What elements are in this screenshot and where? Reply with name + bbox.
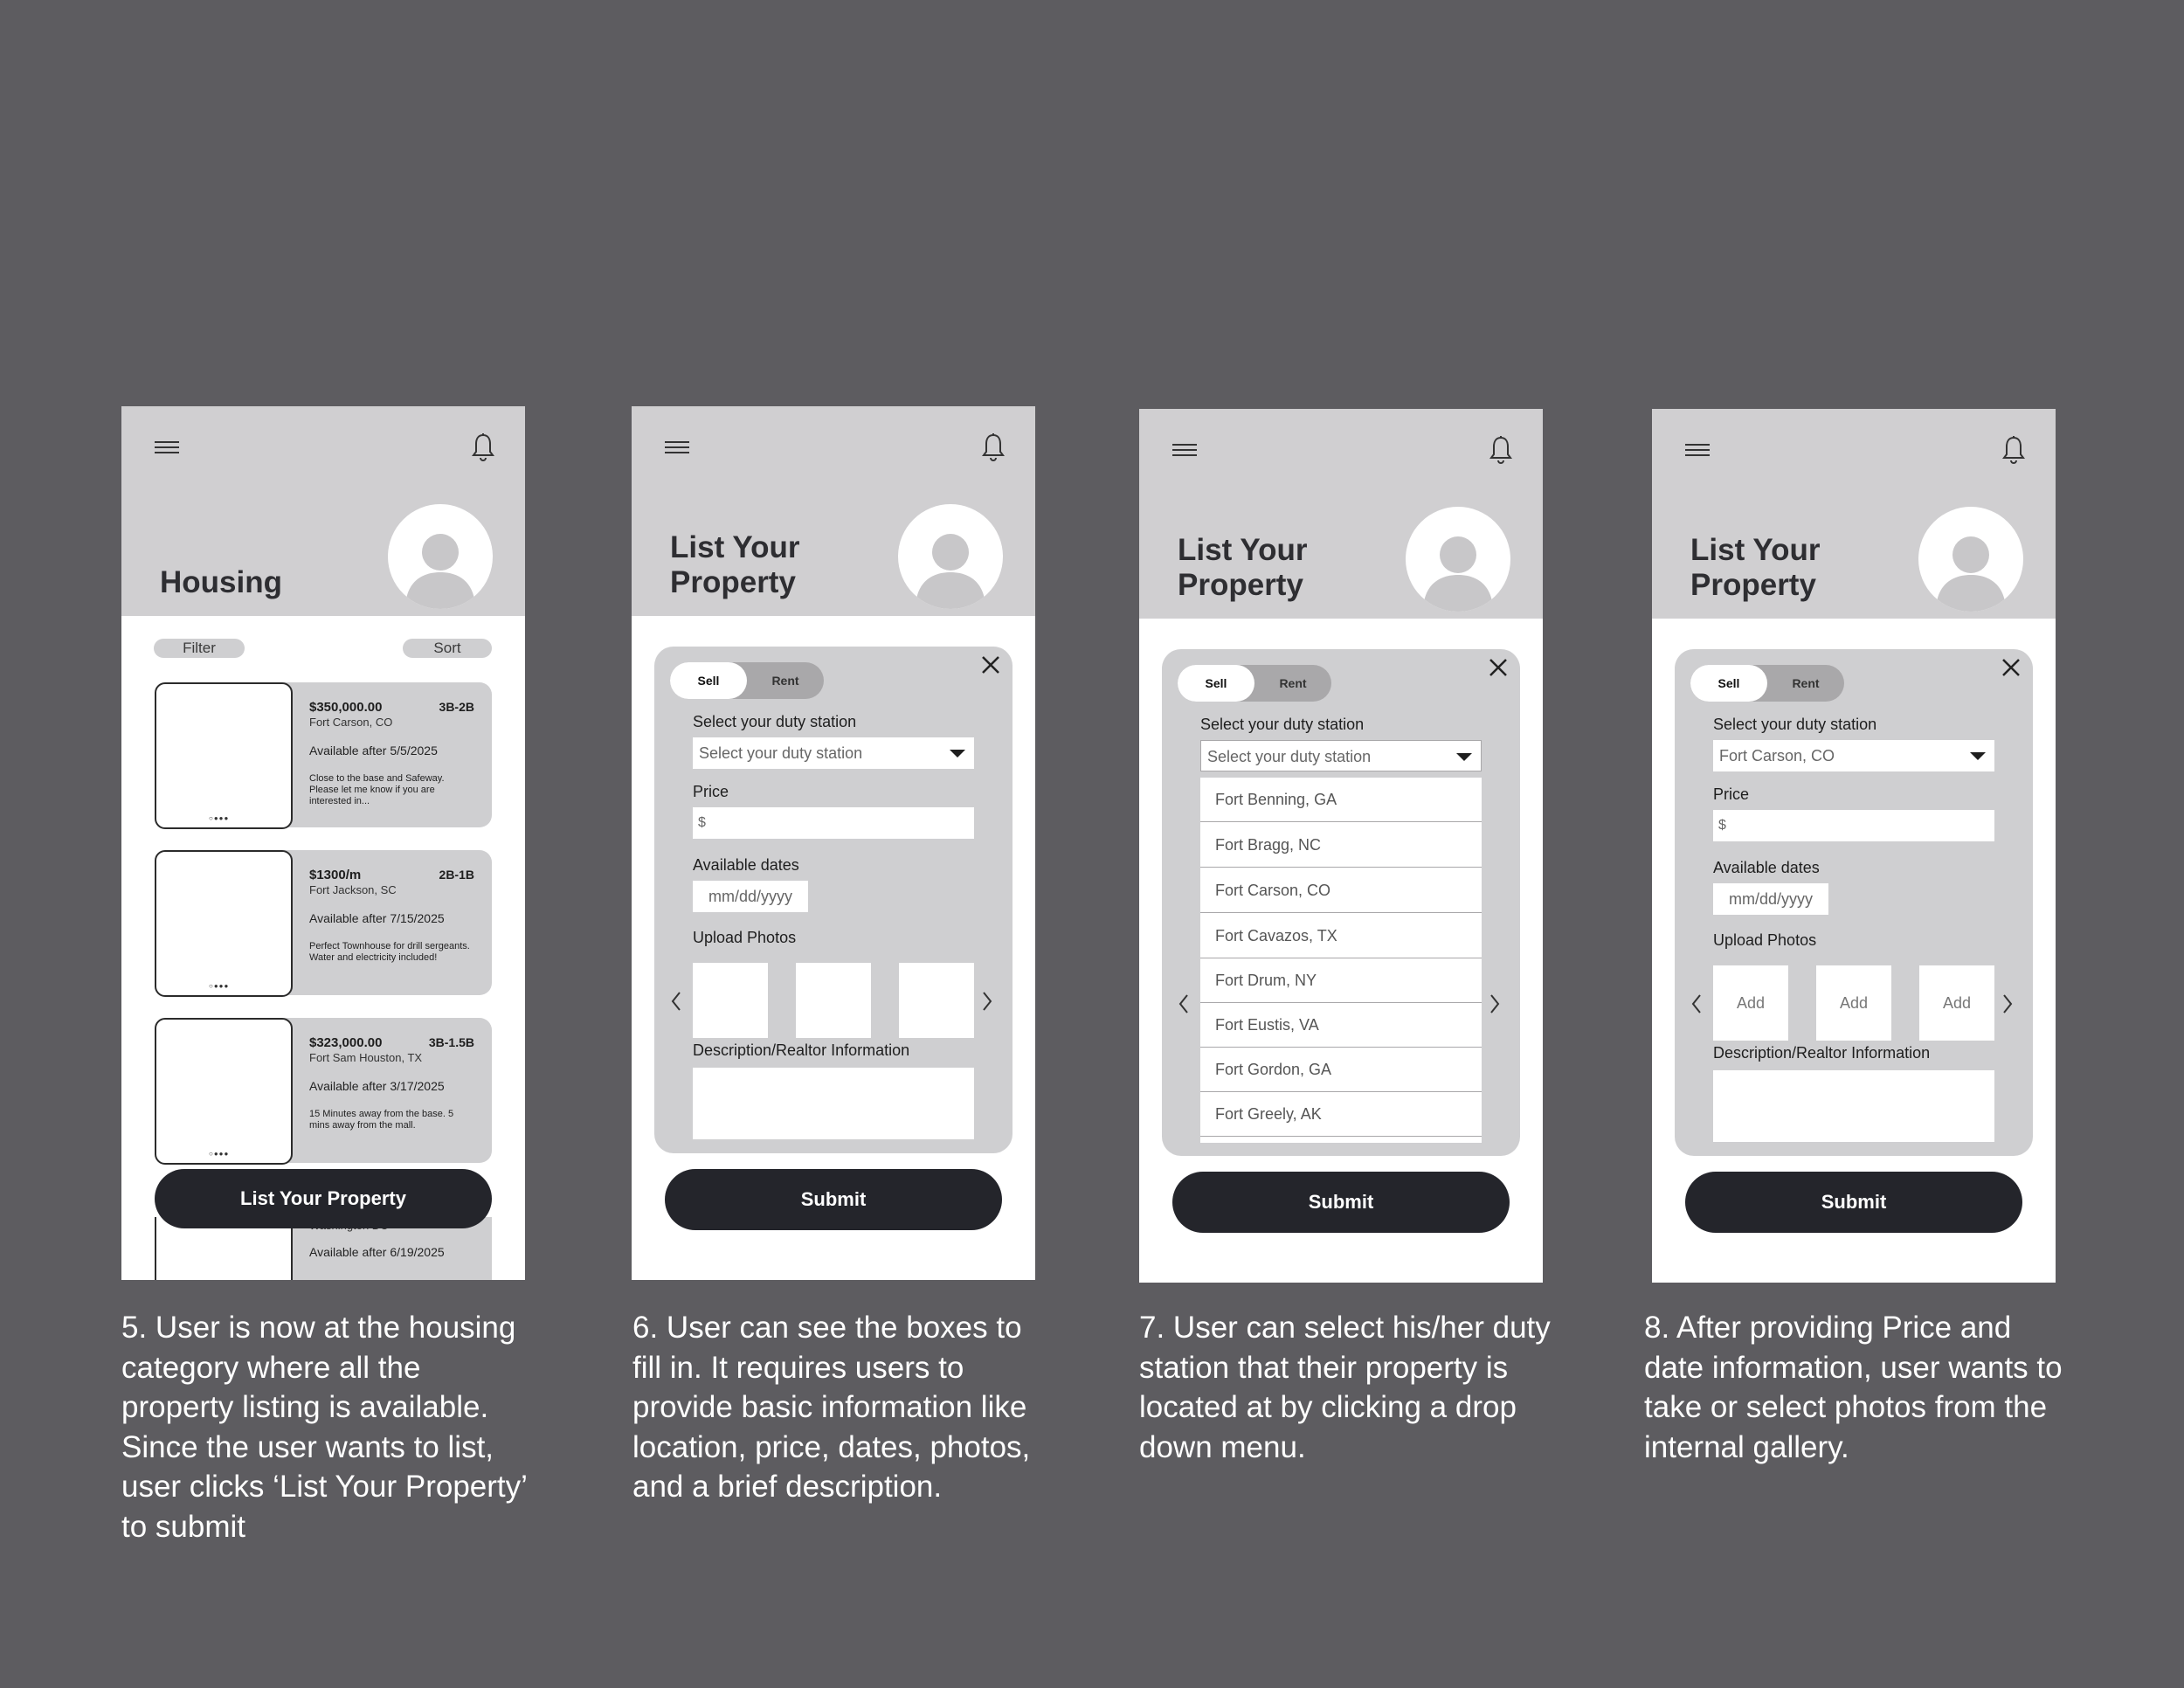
date-input[interactable]: mm/dd/yyyy (1713, 883, 1828, 915)
listing-availability: Available after 3/17/2025 (309, 1079, 445, 1093)
duty-station-select[interactable] (1200, 740, 1482, 771)
listing-location: Fort Sam Houston, TX (309, 1051, 423, 1064)
close-icon[interactable] (2000, 656, 2022, 679)
menu-icon[interactable] (1172, 442, 1197, 460)
dropdown-option[interactable]: Fort Drum, NY (1200, 958, 1482, 1003)
listing-availability: Available after 6/19/2025 (309, 1245, 445, 1259)
photo-slot[interactable] (693, 963, 768, 1038)
chevron-left-icon[interactable] (1178, 993, 1190, 1014)
chevron-down-icon (1456, 753, 1472, 761)
step-caption: 5. User is now at the housing category where all the property listing is available. Since the user wants to list, user clicks ‘List Your Property’ to submit (121, 1311, 527, 1544)
listing-card[interactable] (155, 1018, 492, 1163)
close-icon[interactable] (1487, 656, 1510, 679)
date-input[interactable]: mm/dd/yyyy (693, 881, 808, 912)
page-title: List Your Property (1690, 533, 1821, 602)
duty-station-dropdown (1200, 778, 1482, 1143)
rent-tab[interactable]: Rent (1279, 676, 1307, 690)
header (1139, 409, 1543, 619)
bell-icon[interactable] (2001, 435, 2026, 467)
rent-tab[interactable]: Rent (771, 674, 799, 688)
listing-photo[interactable] (155, 850, 293, 997)
duty-station-dropdown-screen (1139, 409, 1543, 1283)
listing-description: Perfect Townhouse for drill sergeants. Water and electricity included! (309, 941, 470, 963)
close-icon[interactable] (979, 654, 1002, 676)
chevron-right-icon[interactable] (981, 991, 993, 1012)
header (1652, 409, 2056, 619)
listing-description: 15 Minutes away from the base. 5 mins away from the mall. (309, 1109, 454, 1131)
listing-price: $350,000.00 (309, 700, 383, 715)
chevron-down-icon (1970, 752, 1986, 760)
listing-beds: 3B-1.5B (428, 1035, 474, 1049)
page-title: List Your Property (670, 530, 800, 599)
carousel-dots: ○●●● (209, 982, 230, 990)
listing-location: Fort Jackson, SC (309, 883, 397, 896)
description-label: Description/Realtor Information (1713, 1044, 1931, 1062)
sell-tab[interactable]: Sell (670, 662, 747, 699)
add-photo-button[interactable]: Add (1816, 965, 1891, 1041)
available-dates-label: Available dates (693, 856, 799, 874)
header (121, 406, 525, 616)
chevron-right-icon[interactable] (1489, 993, 1501, 1014)
description-input[interactable] (1713, 1070, 1994, 1142)
page-title: List Your Property (1178, 533, 1308, 602)
sort-button[interactable]: Sort (403, 639, 492, 658)
listing-photo[interactable] (155, 682, 293, 829)
bell-icon[interactable] (471, 432, 495, 464)
page-title: Housing (160, 565, 282, 599)
dropdown-option[interactable]: Fort Bragg, NC (1200, 823, 1482, 868)
description-input[interactable] (693, 1068, 974, 1139)
duty-station-label: Select your duty station (1713, 716, 1877, 733)
sell-rent-toggle[interactable] (1690, 665, 1844, 702)
avatar-icon[interactable] (1918, 507, 2023, 612)
listing-form (654, 647, 1013, 1153)
header (632, 406, 1035, 616)
submit-button[interactable]: Submit (1685, 1172, 2022, 1233)
listing-availability: Available after 5/5/2025 (309, 744, 438, 758)
duty-station-label: Select your duty station (1200, 716, 1365, 733)
filter-button[interactable]: Filter (154, 639, 245, 658)
add-photo-button[interactable]: Add (1713, 965, 1788, 1041)
menu-icon[interactable] (155, 439, 179, 457)
listing-form (1675, 649, 2033, 1156)
listing-location: Fort Carson, CO (309, 716, 393, 729)
list-your-property-button[interactable]: List Your Property (155, 1169, 492, 1228)
add-photo-button[interactable]: Add (1919, 965, 1994, 1041)
listing-beds: 3B-2B (439, 700, 474, 714)
duty-station-value: Fort Carson, CO (1719, 747, 1835, 764)
dropdown-option[interactable]: Fort Benning, GA (1200, 778, 1482, 822)
bell-icon[interactable] (1489, 435, 1513, 467)
dropdown-option[interactable]: Fort Carson, CO (1200, 868, 1482, 913)
step-caption: 8. After providing Price and date information, user wants to take or select photos from the internal gallery. (1644, 1311, 2063, 1464)
chevron-down-icon (950, 750, 965, 758)
menu-icon[interactable] (1685, 442, 1710, 460)
price-label: Price (693, 783, 729, 800)
sell-rent-toggle[interactable] (670, 662, 824, 699)
listing-card[interactable] (155, 850, 492, 995)
list-property-screen (632, 406, 1035, 1280)
photo-slot[interactable] (899, 963, 974, 1038)
dropdown-option[interactable]: Fort Greely, AK (1200, 1092, 1482, 1137)
upload-photos-label: Upload Photos (1713, 931, 1817, 949)
menu-icon[interactable] (665, 439, 689, 457)
price-input[interactable]: $ (1713, 810, 1994, 841)
price-label: Price (1713, 785, 1750, 803)
rent-tab[interactable]: Rent (1792, 676, 1820, 690)
carousel-dots: ○●●● (209, 814, 230, 822)
dropdown-option[interactable]: Fort Gordon, GA (1200, 1048, 1482, 1092)
listing-photo[interactable] (155, 1018, 293, 1165)
housing-screen (121, 406, 525, 1280)
bell-icon[interactable] (981, 432, 1006, 464)
dropdown-option[interactable]: Fort Cavazos, TX (1200, 914, 1482, 958)
duty-station-value: Select your duty station (699, 744, 863, 762)
listing-price: $1300/m (309, 868, 362, 882)
listing-form (1162, 649, 1520, 1156)
step-caption: 7. User can select his/her duty station that their property is located at by clicking a drop down menu. (1139, 1311, 1551, 1464)
submit-button[interactable]: Submit (665, 1169, 1002, 1230)
listing-description: Close to the base and Safeway. Please let me know if you are interested in... (309, 773, 445, 806)
listing-price: $323,000.00 (309, 1035, 383, 1050)
duty-station-select[interactable] (693, 737, 974, 769)
photo-slot[interactable] (796, 963, 871, 1038)
listing-availability: Available after 7/15/2025 (309, 911, 445, 925)
available-dates-label: Available dates (1713, 859, 1820, 876)
submit-button[interactable]: Submit (1172, 1172, 1510, 1233)
dropdown-option[interactable]: Fort Eustis, VA (1200, 1003, 1482, 1048)
sell-tab[interactable]: Sell (1690, 665, 1767, 702)
price-input[interactable]: $ (693, 807, 974, 839)
upload-photos-screen (1652, 409, 2056, 1283)
step-caption: 6. User can see the boxes to fill in. It requires users to provide basic information like location, price, dates, photos, and a brief description. (632, 1311, 1031, 1504)
duty-station-label: Select your duty station (693, 713, 857, 730)
avatar-icon[interactable] (898, 504, 1003, 609)
chevron-left-icon[interactable] (1690, 993, 1703, 1014)
listing-beds: 2B-1B (439, 868, 474, 882)
listing-card[interactable] (155, 682, 492, 827)
sell-tab[interactable]: Sell (1178, 665, 1254, 702)
description-label: Description/Realtor Information (693, 1041, 910, 1059)
avatar-icon[interactable] (388, 504, 493, 609)
duty-station-value: Select your duty station (1207, 748, 1372, 765)
upload-photos-label: Upload Photos (693, 929, 797, 946)
sell-rent-toggle[interactable] (1178, 665, 1331, 702)
duty-station-select[interactable] (1713, 740, 1994, 771)
chevron-right-icon[interactable] (2001, 993, 2014, 1014)
avatar-icon[interactable] (1406, 507, 1510, 612)
carousel-dots: ○●●● (209, 1150, 230, 1158)
chevron-left-icon[interactable] (670, 991, 682, 1012)
